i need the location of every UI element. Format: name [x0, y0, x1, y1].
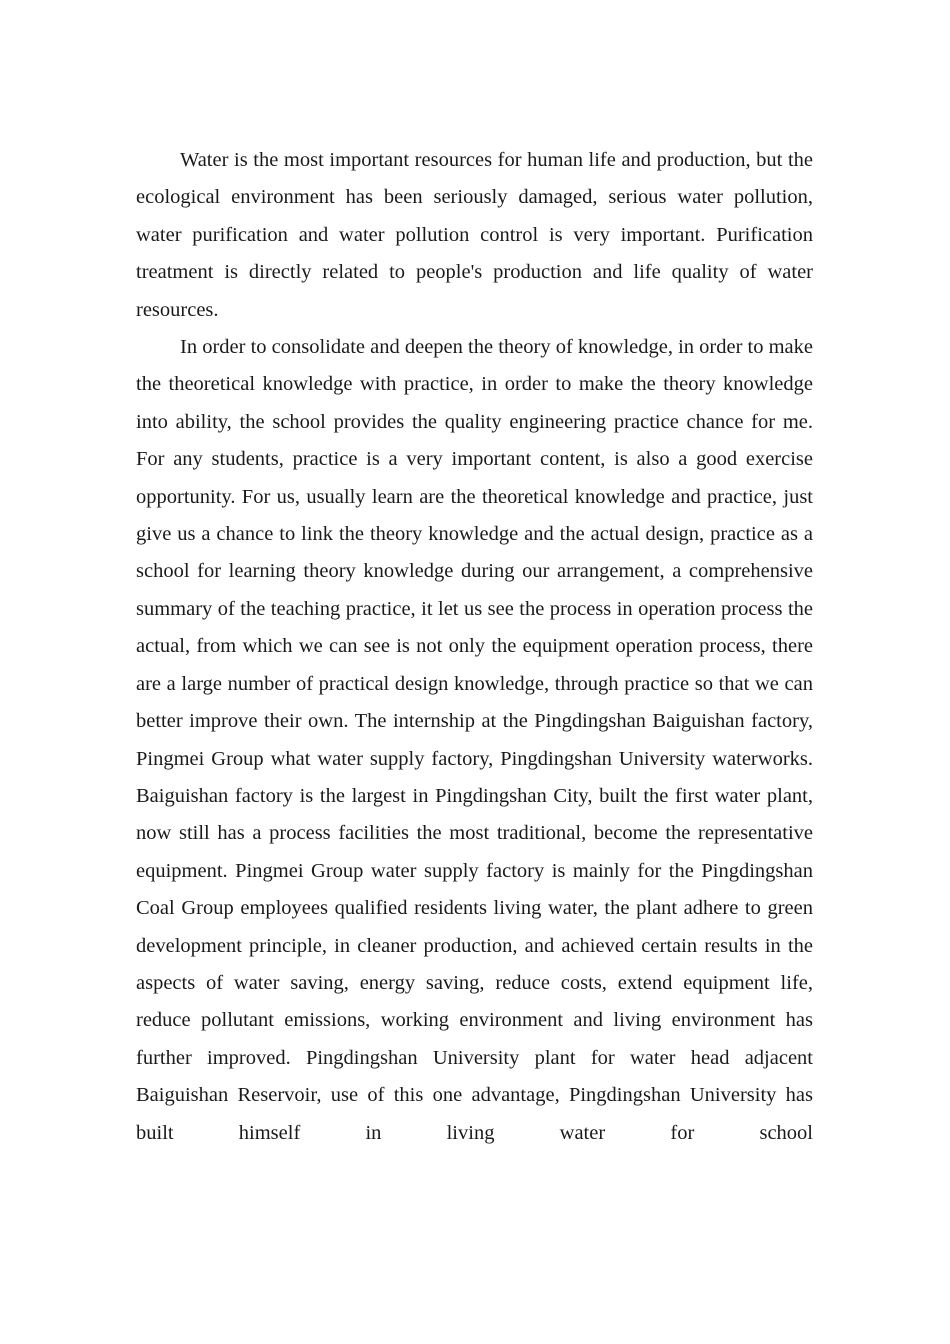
- paragraph-intro: Water is the most important resources for human life and production, but the ecological environment has been seriously damaged, serious water pollution, water purification and water pollution control is very important. Purification treatment is directly related to people's production and life quality of water resources.: [136, 149, 813, 321]
- paragraph-internship: In order to consolidate and deepen the theory of knowledge, in order to make the theoretical knowledge with practice, in order to make the theory knowledge into ability, the school provides the quality engineering practice chance for me. For any students, practice is a very important content, is also a good exercise opportunity. For us, usually learn are the theoretical knowledge and practice, just give us a chance to link the theory knowledge and the actual design, practice as a school for learning theory knowledge during our arrangement, a comprehensive summary of the teaching practice, it let us see the process in operation process the actual, from which we can see is not only the equipment operation process, there are a large number of practical design knowledge, through practice so that we can better improve their own. The internship at the Pingdingshan Baiguishan factory, Pingmei Group what water supply factory, Pingdingshan University waterworks. Baiguishan factory is the largest in Pingdingshan City, built the first water plant, now still has a process facilities the most traditional, become the representative equipment. Pingmei Group water supply factory is mainly for the Pingdingshan Coal Group employees qualified residents living water, the plant adhere to green development principle, in cleaner production, and achieved certain results in the aspects of water saving, energy saving, reduce costs, extend equipment life, reduce pollutant emissions, working environment and living environment has further improved. Pingdingshan University plant for water head adjacent Baiguishan Reservoir, use of this one advantage, Pingdingshan University has built himself in living water for school: [136, 336, 813, 1144]
- body-text: [136, 142, 813, 1232]
